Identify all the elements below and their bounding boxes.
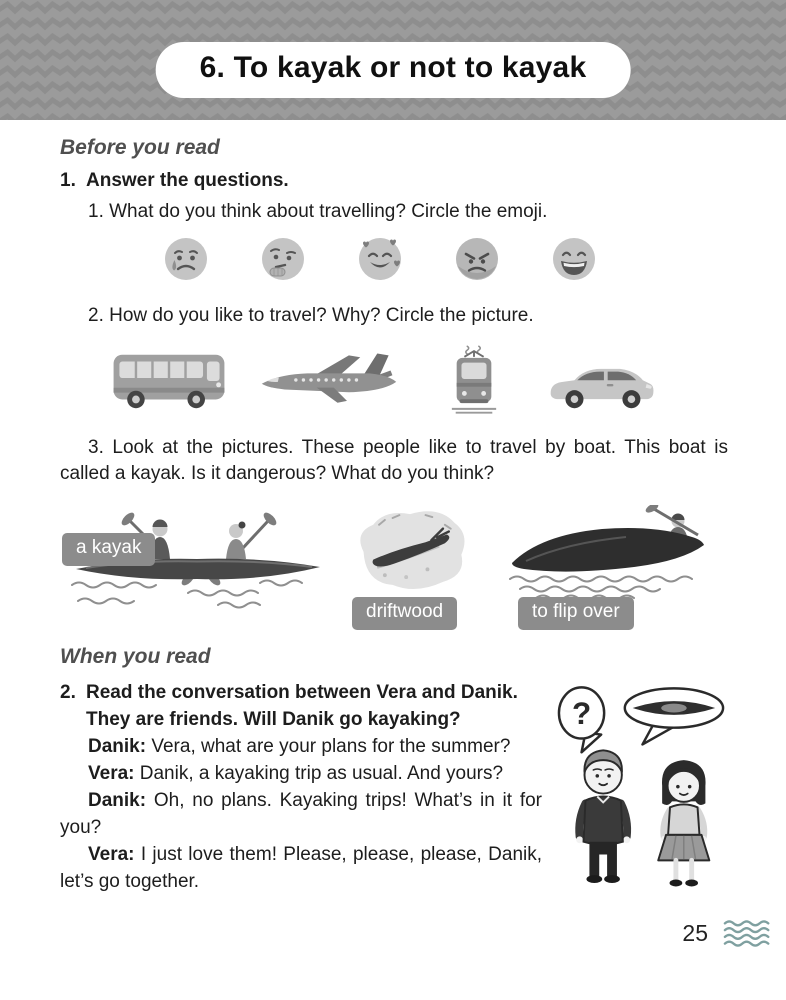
speaker-name: Danik: (88, 736, 147, 757)
speech-text: I just love them! Please, please, please, Danik, let’s go together. (60, 844, 543, 892)
speech-text: Vera, what are your plans for the summer? (151, 736, 511, 757)
boy-girl-speech-bubbles-icon (556, 681, 728, 913)
label-to-flip-over: to flip over (518, 597, 634, 630)
header-band (0, 0, 786, 120)
page-footer (682, 918, 776, 948)
page-content (0, 136, 786, 895)
bus-icon (110, 345, 228, 415)
pictures-row (60, 497, 728, 633)
speaker-name: Danik: (88, 790, 147, 811)
driftwood-picture (350, 501, 472, 597)
vera-danik-illustration (556, 681, 728, 913)
task2-line2: They are friends. Will Danik go kayaking? (86, 709, 461, 730)
page-title: 6. To kayak or not to kayak (199, 51, 587, 84)
label-driftwood: driftwood (352, 597, 457, 630)
question-1: 1. What do you think about travelling? Circle the emoji. (88, 201, 548, 222)
page-number: 25 (682, 919, 708, 946)
car-icon (546, 353, 658, 415)
thinking-emoji-icon (259, 235, 307, 283)
conversation-section (60, 679, 728, 895)
task1-text: Answer the questions. (86, 170, 289, 191)
title-pill (156, 42, 631, 98)
angry-emoji-icon (453, 235, 501, 283)
flip-over-picture (506, 505, 711, 601)
tram-icon (448, 343, 500, 415)
waves-icon (722, 918, 776, 948)
task1-number: 1. (60, 170, 76, 191)
emoji-row (162, 235, 728, 283)
label-a-kayak: a kayak (62, 533, 155, 566)
question-mark-text: ? (571, 695, 592, 731)
airplane-icon (258, 345, 400, 415)
sad-tear-emoji-icon (162, 235, 210, 283)
question-2: 2. How do you like to travel? Why? Circle the picture. (88, 305, 534, 326)
love-hearts-emoji-icon (356, 235, 404, 283)
section-heading-when-you-read: When you read (60, 645, 211, 668)
task2-number: 2. (60, 682, 76, 703)
task2-line1: Read the conversation between Vera and Danik. (86, 682, 518, 703)
task1-heading (60, 170, 728, 192)
speech-text: Danik, a kayaking trip as usual. And yours? (139, 763, 504, 784)
vehicles-row (110, 343, 728, 415)
speech-text: Oh, no plans. Kayaking trips! What’s in it for you? (60, 790, 542, 838)
section-heading-before-you-read: Before you read (60, 136, 220, 159)
question-3: 3. Look at the pictures. These people like to travel by boat. This boat is called a kayak. Is it dangerous? What do you think? (60, 437, 728, 484)
grinning-emoji-icon (550, 235, 598, 283)
speaker-name: Vera: (88, 844, 135, 865)
speaker-name: Vera: (88, 763, 135, 784)
